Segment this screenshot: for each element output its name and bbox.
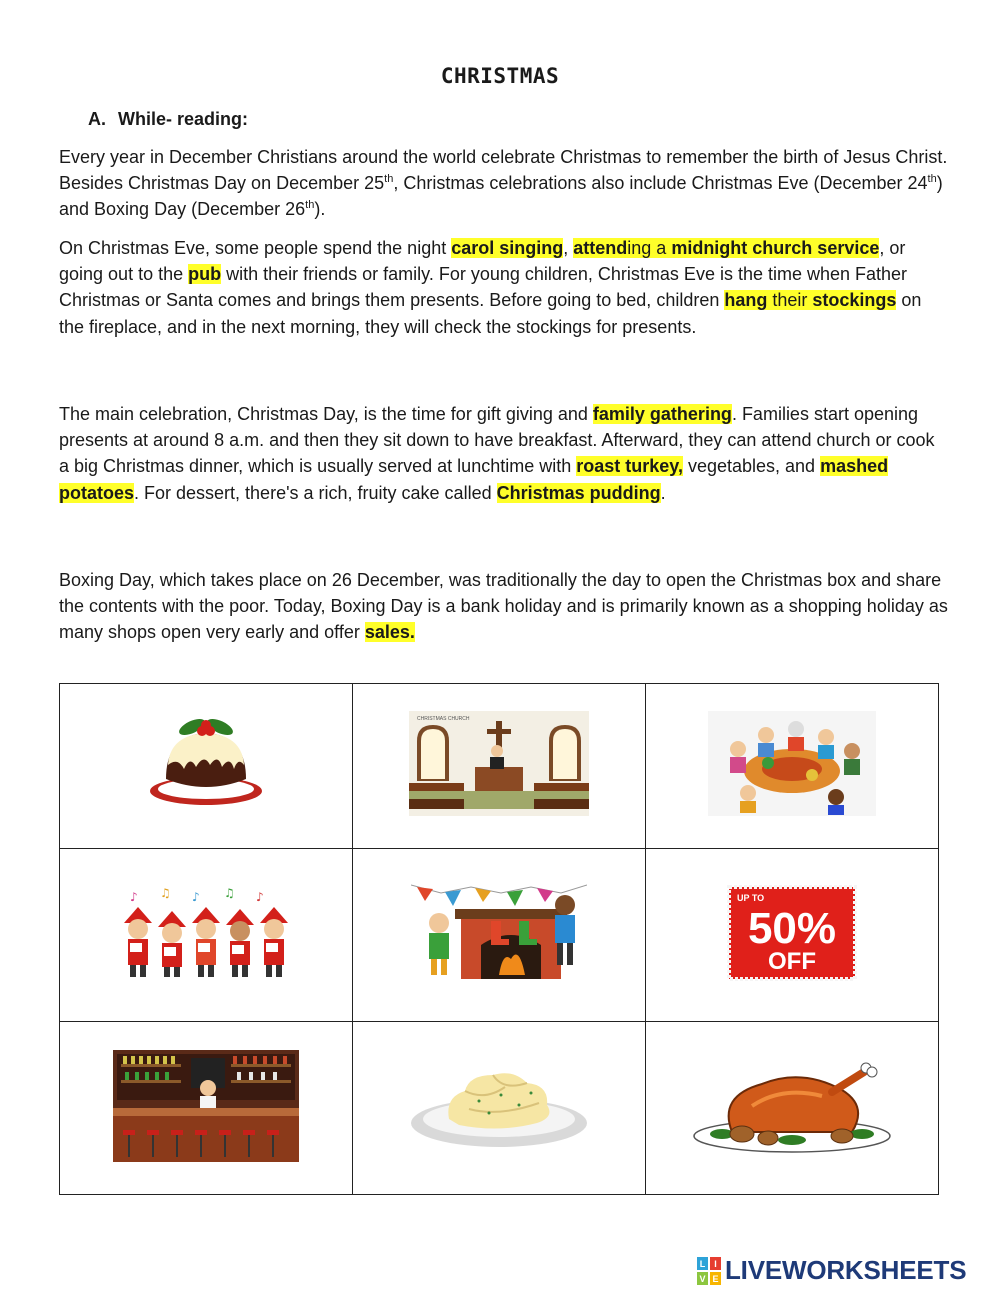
liveworksheets-logo-text: LIVEWORKSHEETS	[725, 1255, 967, 1285]
church-caption: CHRISTMAS CHURCH	[417, 716, 470, 722]
cell-potatoes	[353, 1022, 646, 1195]
sale-percent-text: 50%	[747, 903, 837, 953]
picture-grid	[59, 683, 939, 1195]
sale-off-text: OFF	[768, 947, 816, 975]
family-gathering-image	[708, 711, 876, 816]
svg-text:V: V	[699, 1273, 706, 1284]
keyword-attend: attend	[573, 238, 628, 258]
svg-text:I: I	[714, 1258, 717, 1269]
roast-turkey-image	[692, 1056, 892, 1156]
cell-turkey	[646, 1022, 939, 1195]
cell-carol	[60, 849, 353, 1022]
svg-text:E: E	[712, 1273, 719, 1284]
liveworksheets-logo	[697, 1255, 966, 1286]
cell-church	[353, 684, 646, 849]
paragraph-christmas-eve: On Christmas Eve, some people spend the night carol singing, attending a midnight church service, or going out to the pub with their friends or family. For young children, Christmas Eve is the time when Father Christmas or Santa comes and brings them presents. Before going to bed, children hang their stockings on the fireplace, and in the next morning, they will check the stockings for presents.	[59, 238, 922, 337]
keyword-pub: pub	[188, 264, 222, 285]
paragraph-christmas-day: The main celebration, Christmas Day, is the time for gift giving and family gathering. Families start opening presents at around 8 a.m. and then they sit down to have breakfast. Afterward, they can attend church or cook a big Christmas dinner, which is usually served at lunchtime with roast turkey, vegetables, and mashed potatoes. For dessert, there's a rich, fruity cake called Christmas pudding.	[59, 404, 935, 503]
keyword-mashed-potatoes: mashed potatoes	[59, 456, 889, 503]
keyword-sales: sales.	[364, 622, 415, 643]
cell-pudding	[60, 684, 353, 849]
keyword-stockings: stockings	[812, 290, 897, 311]
paragraph-boxing-day: Boxing Day, which takes place on 26 December, was traditionally the day to open the Christmas box and share the contents with the poor. Today, Boxing Day is a bank holiday and is primarily known as a shopping holiday as many shops open very early and offer sales.	[59, 570, 948, 643]
section-label: A.	[88, 109, 106, 129]
cell-sales	[646, 849, 939, 1022]
svg-text:♪: ♪	[130, 889, 138, 904]
paragraph-intro: Every year in December Christians around the world celebrate Christmas to remember the birth of Jesus Christ. Besides Christmas Day on December 25th, Christmas celebrations also include Christmas Eve (December 24th) and Boxing Day (December 26th).	[59, 147, 948, 220]
church-service-image	[409, 711, 589, 816]
keyword-family-gathering: family gathering	[592, 404, 732, 424]
cell-family	[646, 684, 939, 849]
svg-text:♫: ♫	[160, 885, 171, 900]
svg-text:♪: ♪	[192, 889, 200, 904]
sale-upto-text: UP TO	[737, 892, 765, 903]
svg-text:♪: ♪	[256, 889, 264, 904]
liveworksheets-logo-icon	[697, 1257, 721, 1285]
svg-text:♫: ♫	[224, 885, 235, 900]
keyword-carol-singing: carol singing	[451, 238, 564, 258]
keyword-midnight-church-service: midnight church service	[671, 238, 880, 258]
sale-50-off-image	[727, 885, 857, 981]
cell-pub	[60, 1022, 353, 1195]
pub-bar-image	[113, 1050, 299, 1162]
page-title: CHRISTMAS	[440, 64, 560, 88]
carol-singers-image	[116, 883, 296, 983]
keyword-roast-turkey: roast turkey,	[576, 456, 683, 477]
keyword-hang: hang	[724, 290, 768, 311]
hanging-stockings-image	[411, 879, 587, 987]
section-heading	[88, 109, 248, 130]
section-title: While- reading:	[118, 109, 248, 129]
christmas-pudding-image	[146, 709, 266, 819]
cell-stockings	[353, 849, 646, 1022]
svg-text:L: L	[699, 1258, 706, 1269]
keyword-christmas-pudding: Christmas pudding	[496, 482, 661, 503]
mashed-potatoes-image	[409, 1061, 589, 1151]
